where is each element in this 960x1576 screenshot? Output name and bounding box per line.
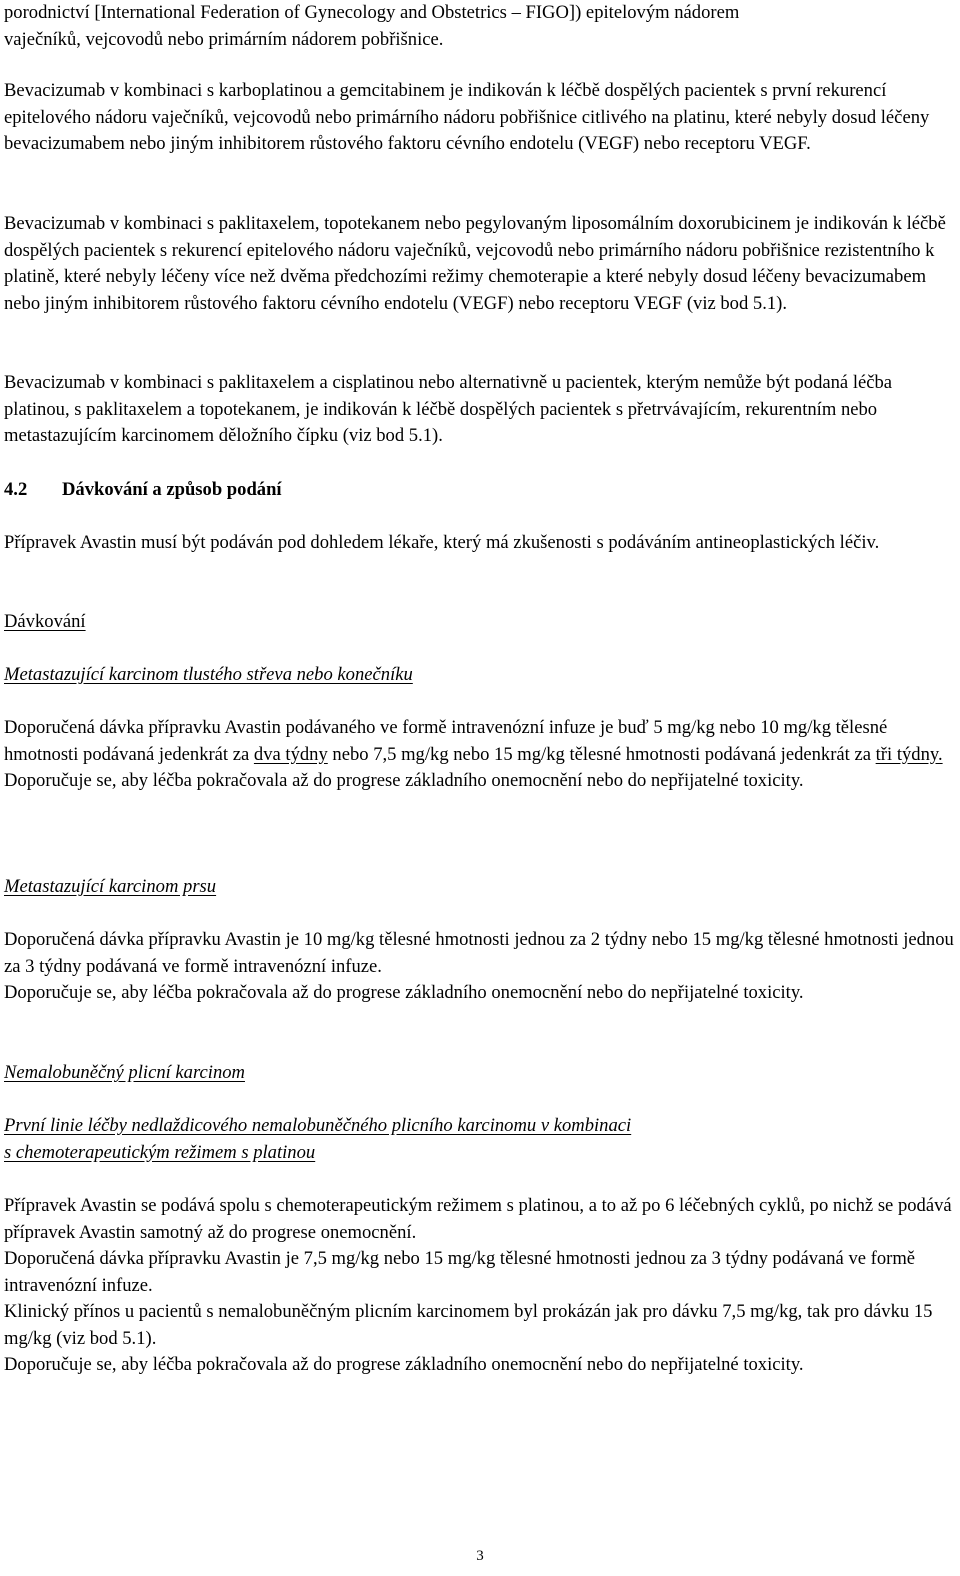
breast-continuation-text: Doporučuje se, aby léčba pokračovala až do progrese základního onemocnění nebo do nepřijatelné toxicity. [4, 982, 804, 1003]
crc-continuation-text: Doporučuje se, aby léčba pokračovala až do progrese základního onemocnění nebo do nepřijatelné toxicity. [4, 770, 804, 791]
text-run: Doporučená dávka přípravku Avastin podávaného ve formě intravenózní infuze je buď 5 mg/kg nebo 10 mg/kg tělesné hmotnosti podávaná jedenkrát za [4, 717, 888, 765]
text-run: nebo 7,5 mg/kg nebo 15 mg/kg tělesné hmotnosti podávaná jedenkrát za [327, 743, 876, 765]
underlined-text: tři týdny. [875, 743, 943, 765]
paragraph-text: Bevacizumab v kombinaci s paklitaxelem, topotekanem nebo pegylovaným liposomálním doxorubicinem je indikován k léčbě dospělých pacientek s rekurencí epitelového nádoru vaječníků, vejcovodů nebo primárního nádoru pobřišnice rezistentního k platině, které nebyly léčeny více než dvěma předchozími režimy chemoterapie a které nebyly dosud léčeny bevacizumabem nebo jiným inhibitorem růstového faktoru cévního endotelu (VEGF) nebo receptoru VEGF (viz bod 5.1). [4, 213, 946, 314]
intro-line-2: vaječníků, vejcovodů nebo primárním nádorem pobřišnice. [4, 28, 444, 50]
crc-dosing-paragraph [4, 715, 954, 795]
indication-paragraph-2 [4, 211, 954, 317]
paragraph-text: Přípravek Avastin musí být podáván pod dohledem lékaře, který má zkušenosti s podáváním antineoplastických léčiv. [4, 532, 880, 553]
nsclc-subheading-line-2 [4, 1140, 954, 1167]
text-run: s chemoterapeutickým režimem s platinou [4, 1141, 316, 1163]
section-heading [4, 477, 954, 504]
underlined-text: dva týdny [253, 743, 328, 765]
crc-heading-block [4, 662, 954, 689]
nsclc-dosing-paragraph [4, 1193, 954, 1379]
breast-dosing-paragraph [4, 927, 954, 1007]
crc-heading: Metastazující karcinom tlustého střeva nebo konečníku [4, 664, 413, 685]
intro-paragraph [4, 0, 954, 53]
indication-paragraph-1 [4, 78, 954, 158]
nsclc-benefit-text: Klinický přínos u pacientů s nemalobuněčným plicním karcinomem byl prokázán jak pro dávku 7,5 mg/kg, tak pro dávku 15 mg/kg (viz bod 5.1). [4, 1301, 933, 1349]
paragraph-text: Bevacizumab v kombinaci s paklitaxelem a cisplatinou nebo alternativně u pacientek, kterým nemůže být podaná léčba platinou, s paklitaxelem a topotekanem, je indikován k léčbě dospělých pacientek s přetrvávajícím, rekurentním nebo metastazujícím karcinomem děložního čípku (viz bod 5.1). [4, 372, 893, 446]
nsclc-subheading-block [4, 1113, 954, 1166]
section-number: 4.2 [4, 479, 28, 500]
breast-dose-text: Doporučená dávka přípravku Avastin je 10 mg/kg tělesné hmotnosti jednou za 2 týdny nebo 15 mg/kg tělesné hmotnosti jednou za 3 týdny podávaná ve formě intravenózní infuze. [4, 929, 954, 977]
nsclc-heading: Nemalobuněčný plicní karcinom [4, 1062, 245, 1083]
dosing-heading-block [4, 609, 954, 636]
nsclc-continuation-text: Doporučuje se, aby léčba pokračovala až do progrese základního onemocnění nebo do nepřijatelné toxicity. [4, 1354, 804, 1375]
paragraph-text: Bevacizumab v kombinaci s karboplatinou a gemcitabinem je indikován k léčbě dospělých pacientek s první rekurencí epitelového nádoru vaječníků, vejcovodů nebo primárního nádoru pobřišnice citlivého na platinu, které nebyly dosud léčeny bevacizumabem nebo jiným inhibitorem růstového faktoru cévního endotelu (VEGF) nebo receptoru VEGF. [4, 80, 930, 154]
section-title: Dávkování a způsob podání [62, 479, 282, 500]
nsclc-heading-block [4, 1060, 954, 1087]
breast-heading-block [4, 874, 954, 901]
breast-heading: Metastazující karcinom prsu [4, 876, 217, 897]
indication-paragraph-3 [4, 370, 954, 450]
nsclc-subheading-line-1 [4, 1113, 954, 1140]
text-run: První linie léčby nedlaždicového nemalobuněčného plicního karcinomu v kombinaci [4, 1115, 632, 1136]
supervision-paragraph [4, 530, 954, 557]
crc-dose-text [4, 715, 954, 768]
nsclc-regimen-text: Přípravek Avastin se podává spolu s chemoterapeutickým režimem s platinou, a to až po 6 léčebných cyklů, po nichž se podává přípravek Avastin samotný až do progrese onemocnění. [4, 1195, 952, 1243]
dosing-heading: Dávkování [4, 611, 86, 632]
page-number: 3 [476, 1548, 484, 1564]
intro-line-1: porodnictví [International Federation of Gynecology and Obstetrics – FIGO]) epitelovým nádorem [4, 2, 740, 23]
nsclc-dose-text: Doporučená dávka přípravku Avastin je 7,5 mg/kg nebo 15 mg/kg tělesné hmotnosti jednou za 3 týdny podávaná ve formě intravenózní infuze. [4, 1248, 916, 1296]
